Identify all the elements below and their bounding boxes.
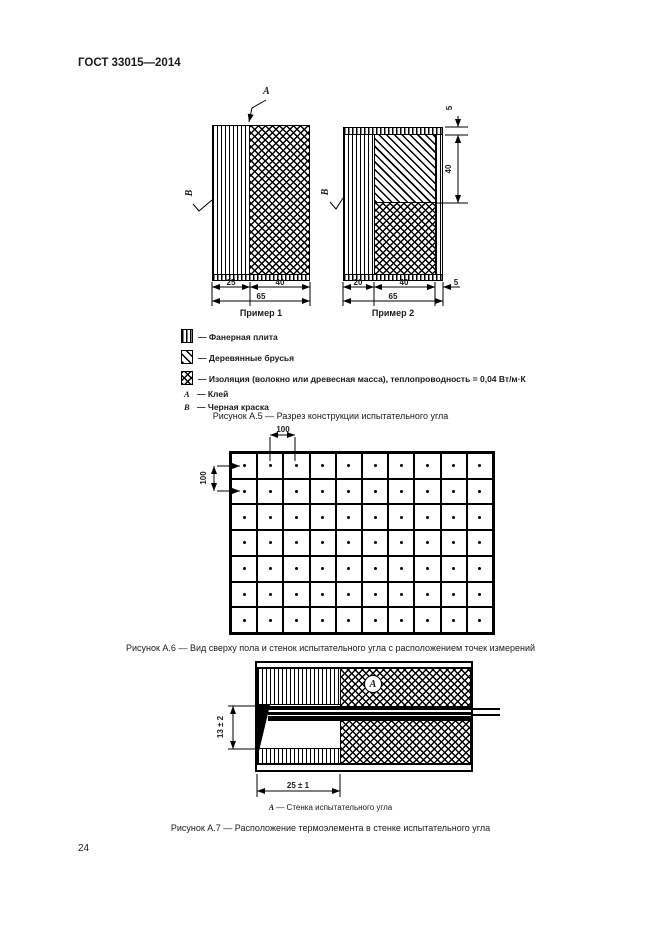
measurement-point (400, 541, 403, 544)
measurement-point (295, 516, 298, 519)
wall-label-marker (364, 675, 382, 693)
measurement-point (426, 541, 429, 544)
wood-beam-section (374, 134, 436, 203)
measurement-point (347, 619, 350, 622)
grid-cell (310, 607, 336, 633)
dim-65: 65 (256, 292, 266, 301)
measurement-point (426, 490, 429, 493)
measurement-point (321, 541, 324, 544)
grid-cell (336, 530, 362, 556)
measurement-point (295, 567, 298, 570)
dim-40: 40 (275, 278, 285, 287)
measurement-point (347, 490, 350, 493)
grid-cell (362, 556, 388, 582)
measurement-point (426, 619, 429, 622)
dim-100-vertical: 100 (199, 471, 208, 485)
dim-5: 5 (453, 278, 459, 287)
figure-a6-caption: Рисунок А.6 — Вид сверху пола и стенок испытательного угла с расположением точек измерений (125, 643, 536, 653)
grid-cell (362, 504, 388, 530)
measurement-point (269, 464, 272, 467)
grid-cell (362, 479, 388, 505)
measurement-point (295, 490, 298, 493)
legend-plywood: — Фанерная плита (198, 332, 278, 342)
measurement-point (478, 567, 481, 570)
grid-cell (441, 556, 467, 582)
grid-cell (257, 504, 283, 530)
measurement-point (269, 619, 272, 622)
plywood-section (343, 134, 375, 275)
legend-key-a: А (184, 389, 190, 399)
measurement-point (426, 593, 429, 596)
dim-side-5: 5 (445, 105, 454, 111)
measurement-point (347, 567, 350, 570)
grid-cell (283, 453, 309, 479)
grid-cell (414, 607, 440, 633)
grid-cell (336, 556, 362, 582)
measurement-point (426, 567, 429, 570)
figure-a7-note (0, 803, 661, 812)
measurement-point (347, 464, 350, 467)
grid-cell (336, 582, 362, 608)
legend-key-b: В (184, 402, 190, 412)
grid-cell (283, 479, 309, 505)
measurement-point (400, 464, 403, 467)
measurement-point (295, 464, 298, 467)
grid-cell (467, 556, 493, 582)
measurement-point (243, 593, 246, 596)
measurement-point (243, 516, 246, 519)
dim-25pm1: 25 ± 1 (286, 781, 310, 790)
grid-cell (467, 607, 493, 633)
callout-b-paint-2: В (320, 188, 331, 196)
grid-cell (388, 479, 414, 505)
measurement-point (400, 567, 403, 570)
measurement-point (321, 619, 324, 622)
measurement-point (243, 567, 246, 570)
wood-beam-pattern-icon (181, 350, 193, 364)
measurement-point (400, 516, 403, 519)
legend-wood-beams: — Деревянные брусья (198, 353, 295, 363)
measurement-point (321, 593, 324, 596)
wall-label-letter: А (369, 678, 377, 690)
figure-a5-caption: Рисунок А.5 — Разрез конструкции испытательного угла (212, 411, 449, 421)
measurement-point (243, 541, 246, 544)
measurement-point (478, 541, 481, 544)
grid-cell (231, 453, 257, 479)
page-number: 24 (78, 843, 90, 854)
grid-cell (362, 453, 388, 479)
grid-cell (231, 556, 257, 582)
measurement-point (347, 541, 350, 544)
grid-cell (388, 504, 414, 530)
measurement-point (400, 619, 403, 622)
measurement-point (478, 490, 481, 493)
measurement-point (321, 516, 324, 519)
measurement-point (321, 567, 324, 570)
measurement-point (452, 516, 455, 519)
grid-cell (257, 556, 283, 582)
measurement-point (478, 516, 481, 519)
measurement-point (452, 541, 455, 544)
dim-13pm2: 13 ± 2 (216, 715, 225, 739)
callout-a-glue: А (263, 86, 270, 97)
measurement-point (478, 464, 481, 467)
plywood-lower (257, 748, 341, 764)
legend-black-paint: — Черная краска (197, 402, 269, 412)
grid-cell (414, 556, 440, 582)
measurement-point (452, 490, 455, 493)
dim-100-horizontal: 100 (276, 425, 290, 434)
grid-cell (283, 556, 309, 582)
grid-cell (283, 504, 309, 530)
grid-cell (441, 530, 467, 556)
measurement-point (321, 490, 324, 493)
measurement-point (452, 619, 455, 622)
grid-cell (414, 504, 440, 530)
example-2-title: Пример 2 (371, 308, 415, 318)
thermocouple-band (268, 706, 471, 721)
grid-cell (310, 504, 336, 530)
measurement-point (374, 490, 377, 493)
insulation-section (374, 202, 436, 275)
measurement-point (321, 464, 324, 467)
grid-cell (336, 504, 362, 530)
wire-gap-line-2 (268, 715, 471, 717)
grid-cell (467, 530, 493, 556)
measurement-point (374, 516, 377, 519)
measurement-point (347, 593, 350, 596)
grid-cell (441, 582, 467, 608)
grid-cell (388, 607, 414, 633)
grid-cell (441, 607, 467, 633)
insulation-pattern-icon (181, 371, 193, 385)
grid-cell (441, 504, 467, 530)
grid-cell (336, 479, 362, 505)
measurement-point (374, 541, 377, 544)
grid-cell (414, 479, 440, 505)
grid-cell (388, 556, 414, 582)
measurement-point (374, 593, 377, 596)
grid-cell (388, 453, 414, 479)
grid-cell (231, 530, 257, 556)
callout-b-paint-1: В (184, 189, 195, 197)
grid-cell (283, 607, 309, 633)
grid-cell (257, 479, 283, 505)
dim-20: 20 (353, 278, 363, 287)
grid-cell (336, 607, 362, 633)
grid-cell (336, 453, 362, 479)
dim-65: 65 (388, 292, 398, 301)
measurement-point (426, 516, 429, 519)
measurement-point (269, 516, 272, 519)
grid-cell (231, 504, 257, 530)
grid-cell (310, 453, 336, 479)
grid-cell (310, 582, 336, 608)
measurement-point (426, 464, 429, 467)
measurement-point (269, 593, 272, 596)
measurement-point (478, 619, 481, 622)
wire-gap-line-1 (268, 710, 471, 712)
grid-cell (310, 479, 336, 505)
grid-cell (388, 530, 414, 556)
grid-cell (441, 479, 467, 505)
example-1-title: Пример 1 (239, 308, 283, 318)
note-text: — Стенка испытательного угла (276, 803, 393, 812)
insulation-section (249, 125, 310, 275)
grid-cell (414, 582, 440, 608)
grid-cell (388, 582, 414, 608)
measurement-point (374, 619, 377, 622)
grid-cell (231, 582, 257, 608)
plywood-upper (257, 668, 341, 705)
dim-25: 25 (226, 278, 236, 287)
grid-cell (467, 582, 493, 608)
legend-insulation: — Изоляция (волокно или древесная масса), теплопроводность = 0,04 Вт/м·К (198, 374, 526, 384)
lead-wire-2 (471, 714, 500, 717)
plywood-right-strip (435, 134, 443, 275)
measurement-point (347, 516, 350, 519)
grid-cell (467, 453, 493, 479)
grid-cell (283, 530, 309, 556)
plywood-pattern-icon (181, 329, 193, 343)
grid-cell (467, 504, 493, 530)
measurement-point (374, 567, 377, 570)
measurement-point (400, 593, 403, 596)
grid-cell (257, 530, 283, 556)
measurement-point (452, 464, 455, 467)
grid-cell (362, 607, 388, 633)
measurement-point (243, 464, 246, 467)
legend-glue: — Клей (197, 389, 229, 399)
page-header: ГОСТ 33015—2014 (78, 57, 181, 69)
lead-wire-1 (471, 708, 500, 711)
insulation-upper (340, 668, 471, 707)
measurement-point (452, 593, 455, 596)
grid-cell (257, 582, 283, 608)
grid-cell (467, 479, 493, 505)
figure-a7-caption: Рисунок А.7 — Расположение термоэлемента в стенке испытательного угла (170, 823, 491, 833)
measurement-point (269, 490, 272, 493)
grid-cell (362, 530, 388, 556)
measurement-point (269, 567, 272, 570)
grid-cell (257, 453, 283, 479)
grid-cell (362, 582, 388, 608)
grid-cell (414, 453, 440, 479)
measurement-point (374, 464, 377, 467)
insulation-lower (340, 720, 471, 764)
dim-40: 40 (399, 278, 409, 287)
grid-cell (414, 530, 440, 556)
grid-cell (231, 479, 257, 505)
grid-cell (441, 453, 467, 479)
grid-cell (310, 530, 336, 556)
measurement-point (400, 490, 403, 493)
measurement-point (243, 490, 246, 493)
measurement-point (295, 541, 298, 544)
note-key: А (268, 803, 275, 812)
measurement-point (269, 541, 272, 544)
measurement-point (295, 619, 298, 622)
grid-cell (257, 607, 283, 633)
grid-cell (231, 607, 257, 633)
grid-cell (310, 556, 336, 582)
measurement-point (452, 567, 455, 570)
measurement-point (295, 593, 298, 596)
grid-cell (283, 582, 309, 608)
measurement-grid (229, 451, 495, 635)
dim-side-40: 40 (444, 164, 453, 174)
measurement-point (478, 593, 481, 596)
measurement-point (243, 619, 246, 622)
plywood-section (212, 125, 251, 275)
